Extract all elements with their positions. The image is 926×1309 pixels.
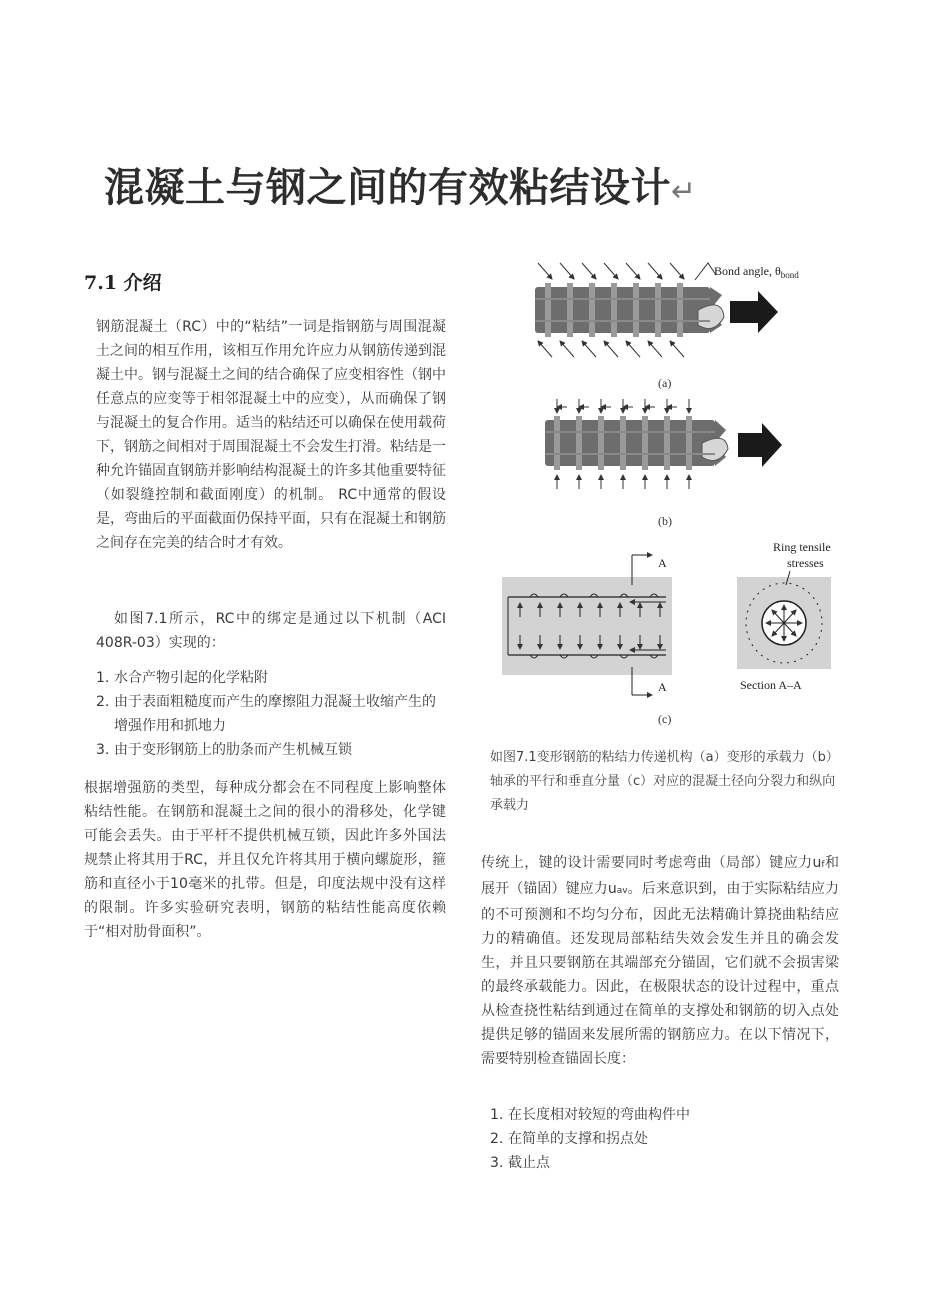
list-text: 水合产物引起的化学粘附 — [114, 670, 268, 686]
ring-label-2: stresses — [787, 556, 824, 570]
section-longitudinal — [502, 555, 672, 695]
figure-label-c: (c) — [658, 712, 672, 726]
bar-b — [545, 416, 728, 470]
list-item — [96, 666, 446, 690]
title-text: 混凝土与钢之间的有效粘结设计 — [104, 165, 671, 211]
list-number: 3. — [490, 1155, 504, 1171]
figure-label-a: (a) — [658, 376, 672, 390]
bar-a — [535, 283, 724, 337]
bond-angle-label: Bond angle, $\theta_{bond}$ — [714, 264, 799, 280]
paragraph-intro: 钢筋混凝土（RC）中的“粘结”一词是指钢筋与周围混凝土之间的相互作用，该相互作用允许应力从钢筋传递到混凝土中。钢与混凝土之间的结合确保了应变相容性（钢中任意点的应变等于相邻混凝土中的应变），从而确保了钢与混凝土的复合作用。适当的粘结还可以确保在使用载荷下，钢筋之间相对于周围混凝土不会发生打滑。粘结是一种允许锚固直钢筋并影响结构混凝土的许多其他重要特征（如裂缝控制和截面刚度）的机制。 RC中通常的假设是，弯曲后的平面截面仍保持平面，只有在混凝土和钢筋之间存在完美的结合时才有效。 — [96, 319, 446, 551]
list-text: 在长度相对较短的弯曲构件中 — [508, 1107, 690, 1123]
list-number: 1. — [96, 670, 110, 686]
list-item — [490, 1151, 830, 1175]
list-text: 由于变形钢筋上的肋条而产生机械互锁 — [114, 742, 352, 758]
bond-figure — [490, 255, 840, 735]
return-mark: ↵ — [671, 174, 697, 209]
list-text: 截止点 — [508, 1155, 550, 1171]
para4-text-1: 传统上，键的设计需要同时考虑弯曲（局部）键应力u — [481, 855, 822, 871]
section-mark-top: A — [658, 556, 667, 570]
section-heading: 7.1 介绍 — [84, 272, 162, 294]
para4-text-3: 。后来意识到，由于实际粘结应力的不可预测和不均匀分布，因此无法精确计算挠曲粘结应力的精确值。还发现局部粘结失效会发生并且的确会发生，并且只要钢筋在其端部充分锚固，它们就不会损害梁的最终承载能力。因此，在极限状态的设计过程中，重点从检查挠性粘结到通过在简单的支撑处和钢筋的切入点处提供足够的锚固来发展所需的钢筋应力。在以下情况下，需要特别检查锚固长度： — [481, 881, 840, 1067]
mechanism-list — [96, 666, 446, 762]
ring-label-1: Ring tensile — [773, 540, 831, 554]
arrow-right-icon — [738, 423, 782, 467]
list-item — [96, 738, 446, 762]
figure-label-b: (b) — [658, 514, 672, 528]
section-cross — [737, 540, 831, 692]
section-mark-bottom: A — [658, 680, 667, 694]
paragraph-bond-performance: 根据增强筋的类型，每种成分都会在不同程度上影响整体粘结性能。在钢筋和混凝土之间的很小的滑移处，化学键可能会丢失。由于平杆不提供机械互锁，因此许多外国法规禁止将其用于RC，并且仅允许将其用于横向螺旋形，箍筋和直径小于10毫米的扎带。但是，印度法规中没有这样的限制。许多实验研究表明，钢筋的粘结性能高度依赖于“相对肋骨面积”。 — [84, 780, 446, 940]
list-number: 2. — [96, 694, 110, 710]
anchorage-list — [490, 1103, 830, 1175]
section-label: Section A–A — [740, 678, 802, 692]
figure-caption: 如图7.1变形钢筋的粘结力传递机构（a）变形的承载力（b）轴承的平行和垂直分量（c）对应的混凝土径向分裂力和纵向承载力 — [490, 750, 836, 813]
list-number: 1. — [490, 1107, 504, 1123]
list-text: 在简单的支撑和拐点处 — [508, 1131, 648, 1147]
paragraph-mechanisms: 如图7.1所示，RC中的绑定是通过以下机制（ACI 408R-03）实现的： — [96, 611, 446, 651]
para4-sub-1: f — [821, 860, 825, 870]
para4-sub-2: av — [616, 886, 628, 896]
list-number: 2. — [490, 1131, 504, 1147]
paragraph-design — [481, 851, 839, 1071]
list-item — [490, 1103, 830, 1127]
para4-text-2: 和展开（锚固）键应力u — [481, 855, 840, 897]
arrow-right-icon — [730, 291, 778, 333]
list-item — [490, 1127, 830, 1151]
list-number: 3. — [96, 742, 110, 758]
list-item — [96, 690, 446, 738]
page-title — [104, 156, 697, 213]
list-text: 由于表面粗糙度而产生的摩擦阻力混凝土收缩产生的增强作用和抓地力 — [114, 694, 436, 734]
